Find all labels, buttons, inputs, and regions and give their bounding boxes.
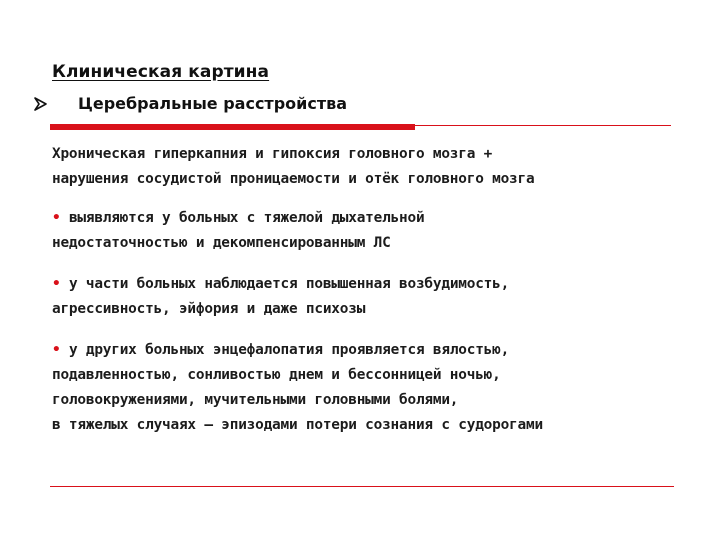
bullet-line: в тяжелых случаях – эпизодами потери сознания с судорогами <box>52 417 543 433</box>
bullet-item <box>52 338 692 438</box>
bullet-line: головокружениями, мучительными головными болями, <box>52 392 459 408</box>
intro-paragraph <box>52 142 692 192</box>
intro-line: нарушения сосудистой проницаемости и отёк головного мозга <box>52 171 535 187</box>
dot-icon: • <box>52 276 61 292</box>
bullet-line: подавленностью, сонливостью днем и бессонницей ночью, <box>52 367 501 383</box>
bullet-line: недостаточностью и декомпенсированным ЛС <box>52 235 391 251</box>
bullet-line: у части больных наблюдается повышенная возбудимость, <box>68 276 510 292</box>
arrow-checkmark-icon <box>34 96 48 112</box>
bullet-line: выявляются у больных с тяжелой дыхательной <box>68 210 425 226</box>
intro-line: Хроническая гиперкапния и гипоксия головного мозга + <box>52 146 493 162</box>
slide-title: Клиническая картина <box>52 62 270 82</box>
bullet-item <box>52 206 692 256</box>
dot-icon: • <box>52 210 61 226</box>
dot-icon: • <box>52 342 61 358</box>
bullet-line: у других больных энцефалопатия проявляется вялостью, <box>68 342 510 358</box>
divider-top <box>50 125 671 126</box>
slide-subtitle: Церебральные расстройства <box>78 94 348 113</box>
divider-bottom <box>50 486 674 487</box>
subtitle-row <box>34 94 347 113</box>
bullet-line: агрессивность, эйфория и даже психозы <box>52 301 366 317</box>
bullet-item <box>52 272 692 322</box>
